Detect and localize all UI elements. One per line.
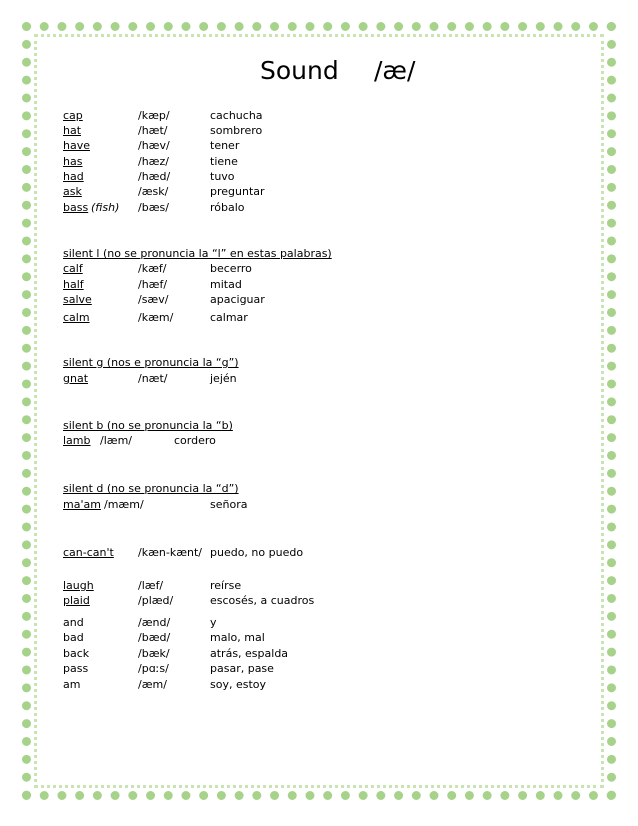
phonetic: /læf/ (138, 579, 164, 592)
phonetic: /mæm/ (104, 498, 144, 511)
english-word: and (63, 616, 84, 629)
spanish-translation: cachucha (210, 109, 263, 122)
section-heading: silent g (nos e pronuncia la “g”) (63, 356, 239, 369)
list-item (0, 545, 638, 560)
english-word: bass (63, 201, 89, 214)
list-item (0, 630, 638, 645)
list-item (0, 646, 638, 661)
spanish-translation: calmar (210, 311, 248, 324)
spanish-translation: cordero (174, 434, 216, 447)
section-heading: silent d (no se pronuncia la “d”) (63, 482, 239, 495)
phonetic: /æm/ (138, 678, 167, 691)
phonetic: /ænd/ (138, 616, 171, 629)
spanish-translation: escosés, a cuadros (210, 594, 315, 607)
english-word: had (63, 170, 84, 183)
phonetic: /hæf/ (138, 278, 168, 291)
list-item (0, 123, 638, 138)
phonetic: /kæm/ (138, 311, 174, 324)
spanish-translation: jején (210, 372, 237, 385)
list-item (0, 154, 638, 169)
english-word: back (63, 647, 90, 660)
list-item (0, 677, 638, 692)
list-item (0, 615, 638, 630)
phonetic: /kæf/ (138, 262, 167, 275)
english-word: pass (63, 662, 89, 675)
spanish-translation: sombrero (210, 124, 263, 137)
list-item (0, 261, 638, 276)
spanish-translation: malo, mal (210, 631, 265, 644)
english-word: half (63, 278, 84, 291)
spanish-translation: señora (210, 498, 248, 511)
list-item (0, 292, 638, 307)
list-item (0, 371, 638, 386)
english-word: am (63, 678, 81, 691)
english-word: can-can't (63, 546, 114, 559)
section-heading: silent l (no se pronuncia la “l” en estas palabras) (63, 247, 332, 260)
phonetic: /pɑːs/ (138, 662, 169, 675)
title-ipa: /æ/ (374, 56, 416, 85)
list-item (0, 310, 638, 325)
list-item (0, 593, 638, 608)
english-word: gnat (63, 372, 89, 385)
phonetic: /hæz/ (138, 155, 169, 168)
english-word: have (63, 139, 90, 152)
section-heading: silent b (no se pronuncia la “b) (63, 419, 233, 432)
list-item (0, 497, 638, 512)
english-word: laugh (63, 579, 94, 592)
english-word: salve (63, 293, 92, 306)
phonetic: /kæn-kænt/ (138, 546, 202, 559)
english-word: plaid (63, 594, 90, 607)
english-word: hat (63, 124, 82, 137)
spanish-translation: becerro (210, 262, 252, 275)
list-item (0, 108, 638, 123)
english-word: bad (63, 631, 84, 644)
english-word: lamb (63, 434, 91, 447)
list-item (0, 200, 638, 215)
phonetic: /sæv/ (138, 293, 169, 306)
list-item (0, 661, 638, 676)
phonetic: /plæd/ (138, 594, 174, 607)
spanish-translation: tener (210, 139, 240, 152)
section-heading-silent-g (0, 355, 638, 370)
list-item (0, 433, 638, 448)
spanish-translation: atrás, espalda (210, 647, 289, 660)
english-word: cap (63, 109, 83, 122)
list-item (0, 169, 638, 184)
spanish-translation: soy, estoy (210, 678, 267, 691)
phonetic: /hæd/ (138, 170, 171, 183)
word-note: (fish) (91, 201, 120, 214)
english-word: ma'am (63, 498, 101, 511)
phonetic: /læm/ (100, 434, 132, 447)
english-word: calm (63, 311, 90, 324)
phonetic: /næt/ (138, 372, 168, 385)
phonetic: /kæp/ (138, 109, 170, 122)
page-title (0, 56, 638, 90)
spanish-translation: tuvo (210, 170, 235, 183)
spanish-translation: reírse (210, 579, 242, 592)
section-heading-silent-d (0, 481, 638, 496)
spanish-translation: pasar, pase (210, 662, 274, 675)
phonetic: /bæk/ (138, 647, 170, 660)
phonetic: /hæt/ (138, 124, 168, 137)
english-word: ask (63, 185, 82, 198)
spanish-translation: apaciguar (210, 293, 265, 306)
spanish-translation: mitad (210, 278, 242, 291)
phonetic: /bæd/ (138, 631, 171, 644)
spanish-translation: róbalo (210, 201, 245, 214)
title-word: Sound (260, 56, 339, 85)
phonetic: /bæs/ (138, 201, 169, 214)
section-heading-silent-l (0, 246, 638, 261)
section-heading-silent-b (0, 418, 638, 433)
list-item (0, 138, 638, 153)
list-item (0, 578, 638, 593)
spanish-translation: preguntar (210, 185, 265, 198)
list-item (0, 184, 638, 199)
list-item (0, 277, 638, 292)
english-word: calf (63, 262, 83, 275)
phonetic: /æsk/ (138, 185, 169, 198)
spanish-translation: tiene (210, 155, 238, 168)
phonetic: /hæv/ (138, 139, 170, 152)
spanish-translation: y (210, 616, 217, 629)
spanish-translation: puedo, no puedo (210, 546, 304, 559)
english-word: has (63, 155, 83, 168)
